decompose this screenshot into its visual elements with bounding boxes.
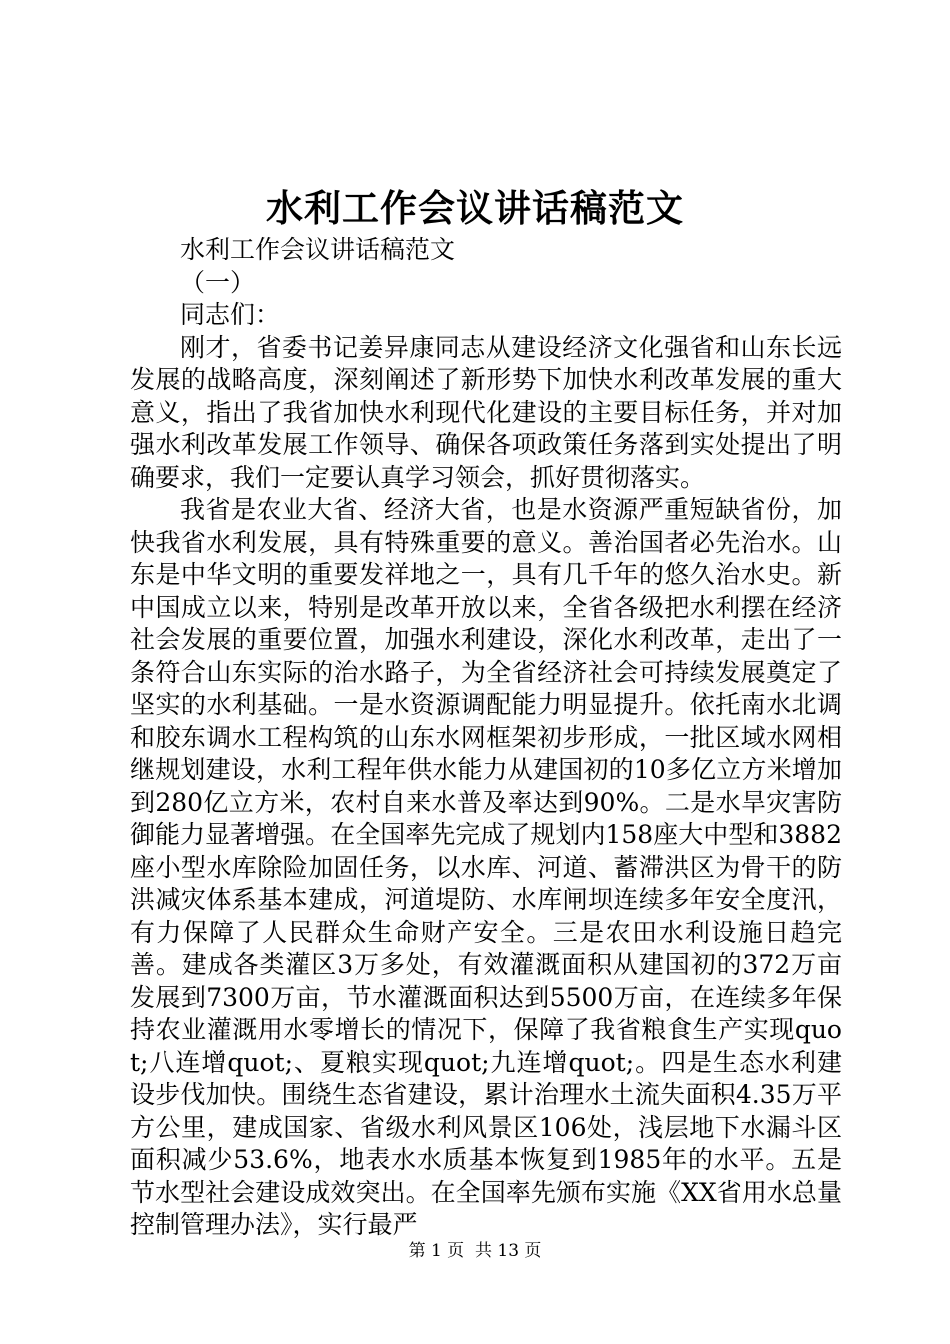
page-number-footer: 第 1 页 共 13 页 <box>408 1241 542 1261</box>
body-paragraph: 刚才，省委书记姜异康同志从建设经济文化强省和山东长远发展的战略高度，深刻阐述了新形势下加快水利改革发展的重大意义，指出了我省加快水利现代化建设的主要目标任务，并对加强水利改革发展工作领导、确保各项政策任务落到实处提出了明确要求，我们一定要认真学习领会，抓好贯彻落实。 <box>130 332 842 492</box>
body-paragraph: 我省是农业大省、经济大省，也是水资源严重短缺省份，加快我省水利发展，具有特殊重要的意义。善治国者必先治水。山东是中华文明的重要发祥地之一，具有几千年的悠久治水史。新中国成立以来，特别是改革开放以来，全省各级把水利摆在经济社会发展的重要位置，加强水利建设，深化水利改革，走出了一条符合山东实际的治水路子，为全省经济社会可持续发展奠定了坚实的水利基础。一是水资源调配能力明显提升。依托南水北调和胶东调水工程构筑的山东水网框架初步形成，一批区域水网相继规划建设，水利工程年供水能力从建国初的10多亿立方米增加到280亿立方米，农村自来水普及率达到90%。二是水旱灾害防御能力显著增强。在全国率先完成了规划内158座大中型和3882座小型水库除险加固任务，以水库、河道、蓄滞洪区为骨干的防洪减灾体系基本建成，河道堤防、水库闸坝连续多年安全度汛，有力保障了人民群众生命财产安全。三是农田水利设施日趋完善。建成各类灌区3万多处，有效灌溉面积从建国初的372万亩发展到7300万亩，节水灌溉面积达到5500万亩，在连续多年保持农业灌溉用水零增长的情况下，保障了我省粮食生产实现quot;八连增quot;、夏粮实现quot;九连增quot;。四是生态水利建设步伐加快。围绕生态省建设，累计治理水土流失面积4.35万平方公里，建成国家、省级水利风景区106处，浅层地下水漏斗区面积减少53.6%，地表水水质基本恢复到1985年的水平。五是节水型社会建设成效突出。在全国率先颁布实施《XX省用水总量控制管理办法》，实行最严 <box>130 495 842 1239</box>
salutation-paragraph: 同志们： <box>180 300 281 329</box>
document-body <box>130 234 842 1242</box>
subtitle-paragraph: 水利工作会议讲话稿范文 <box>180 235 456 264</box>
document-title: 水利工作会议讲话稿范文 <box>266 186 684 230</box>
section-number-paragraph: （一） <box>180 267 256 297</box>
